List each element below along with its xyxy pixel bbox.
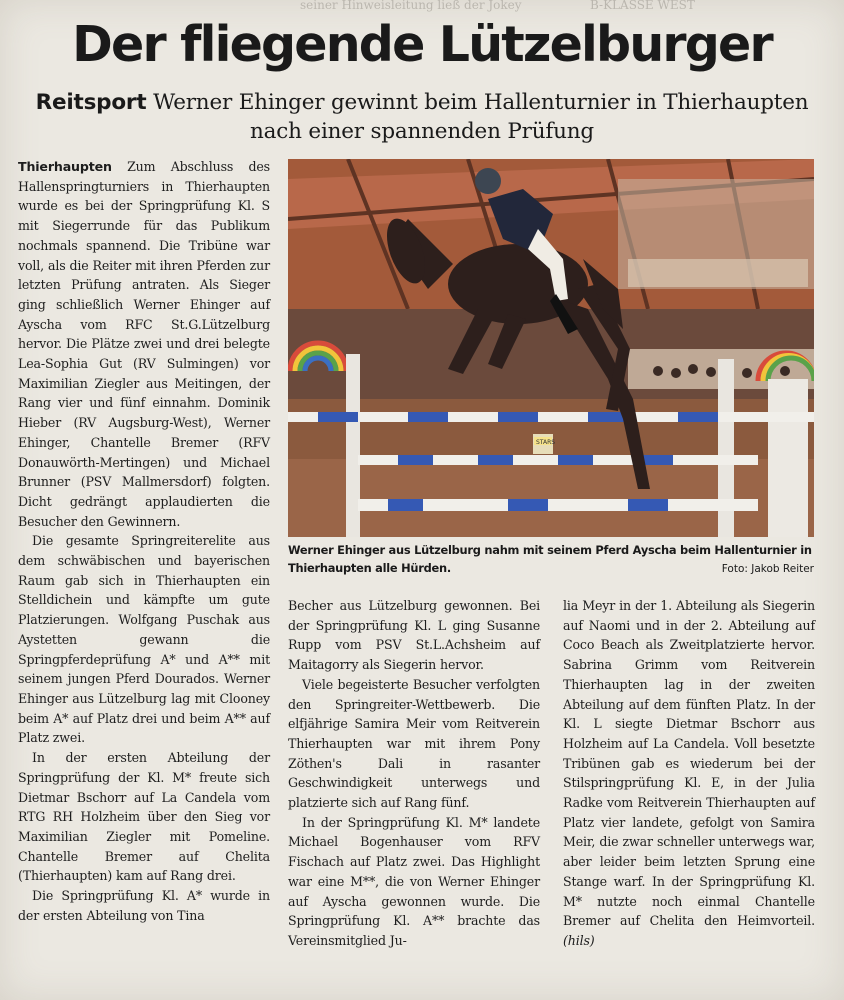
paragraph-text: lia Meyr in der 1. Abteilung als Siegerin auf Naomi und in der 2. Abteilung auf Coco Beach als Zweitplatzierte hervor. Sabrina Grimm vom Reitverein Thierhaupten lag in der zweiten Abteilung auf dem fünften Platz. In der Kl. L siegte Dietmar Bschorr aus Holzheim auf La Candela. Voll besetzte Tribünen gab es wiederum bei der Stilspringprüfung Kl. E, in der Julia Radke vom Reitverein Thierhaupten auf Platz vier landete, gefolgt von Samira Meir, die zwar schneller unterwegs war, aber leider beim letzten Sprung eine Stange warf. In der Springprüfung Kl. M* nutzte noch einmal Chantelle Bremer auf Chelita den Heimvorteil. [563,598,815,929]
photo-sign-text: STARS [536,439,556,446]
dateline: Thierhaupten [18,159,112,174]
subheadline-line-2: nach einer spannenden Prüfung [250,119,594,144]
subheadline-line-1: Werner Ehinger gewinnt beim Hallenturnier in Thierhaupten [153,90,809,115]
paragraph: Die Springprüfung Kl. A* wurde in der ersten Abteilung von Tina [18,888,270,923]
paragraph [18,157,270,531]
paragraph: Becher aus Lützelburg gewonnen. Bei der Springprüfung Kl. L ging Susanne Rupp vom PSV St.L.Achsheim auf Maitagorry als Siegerin hervor. [288,598,540,673]
paragraph: In der ersten Abteilung der Springprüfung der Kl. M* freute sich Dietmar Bschorr auf La Candela vom RTG RH Holzheim über den Sieg vor Maximilian Ziegler mit Pomeline. Chantelle Bremer auf Chelita (Thierhaupten) kam auf Rang drei. [18,750,270,884]
paragraph [563,596,815,951]
paragraph: In der Springprüfung Kl. M* landete Michael Bogenhauser vom RFV Fischach auf Platz zwei. Das Highlight war eine M**, die von Werner Ehinger auf Ayscha gewonnen wurde. Die Springprüfung Kl. A** brachte das Vereinsmitglied Ju- [288,814,540,948]
subheadline [14,88,830,146]
photo-caption: Werner Ehinger aus Lützelburg nahm mit seinem Pferd Ayscha beim Hallenturnier in Thierhaupten alle Hürden. [288,543,812,575]
photo-illustration [288,159,814,537]
article-column-1 [18,157,270,925]
bleed-through-text: B-KLASSE WEST [590,0,695,12]
article-column-3 [563,596,815,951]
article-column-2 [288,596,540,951]
bleed-through-text: seiner Hinweisleitung ließ der Jokey [300,0,522,12]
paragraph-text: Zum Abschluss des Hallenspringturniers in Thierhaupten wurde es bei der Springprüfung Kl. S mit Siegerrunde für das Publikum nochmals spannend. Die Tribüne war voll, als die Reiter mit ihren Pferden zur letzten Prüfung antraten. Als Sieger ging schließlich Werner Ehinger auf Ayscha vom RFC St.G.Lützelburg hervor. Die Plätze zwei und drei belegte Lea-Sophia Gut (RV Sulmingen) vor Maximilian Ziegler aus Meitingen, der Rang vier und fünf einnahm. Dominik Hieber (RV Augsburg-West), Werner Ehinger, Chantelle Bremer (RFV Donauwörth-Mertingen) und Michael Brunner (PSV Mallmersdorf) folgten. Dicht gedrängt applaudierten die Besucher den Gewinnern. [18,159,270,529]
author-initials: (hils) [563,932,595,948]
kicker: Reitsport [35,90,147,115]
photo-show-jumping [288,159,814,537]
paragraph: Viele begeisterte Besucher verfolgten den Springreiter-Wettbewerb. Die elfjährige Samira Meir vom Reitverein Thierhaupten war mit ihrem Pony Zöthen's Dali in rasanter Geschwindigkeit unterwegs und platzierte sich auf Rang fünf. [288,676,540,811]
photo-credit: Foto: Jakob Reiter [721,563,814,575]
headline: Der fliegende Lützelburger [72,16,772,73]
paragraph: Die gesamte Springreiterelite aus dem schwäbischen und bayerischen Raum gab sich in Thierhaupten ein Stelldichein und kämpfte um gute Platzierungen. Wolfgang Puschak aus Aystetten gewann die Springpferdeprüfung A* und A** mit seinem jungen Pferd Dourados. Werner Ehinger aus Lützelburg lag mit Clooney beim A* auf Platz drei und beim A** auf Platz zwei. [18,533,270,746]
